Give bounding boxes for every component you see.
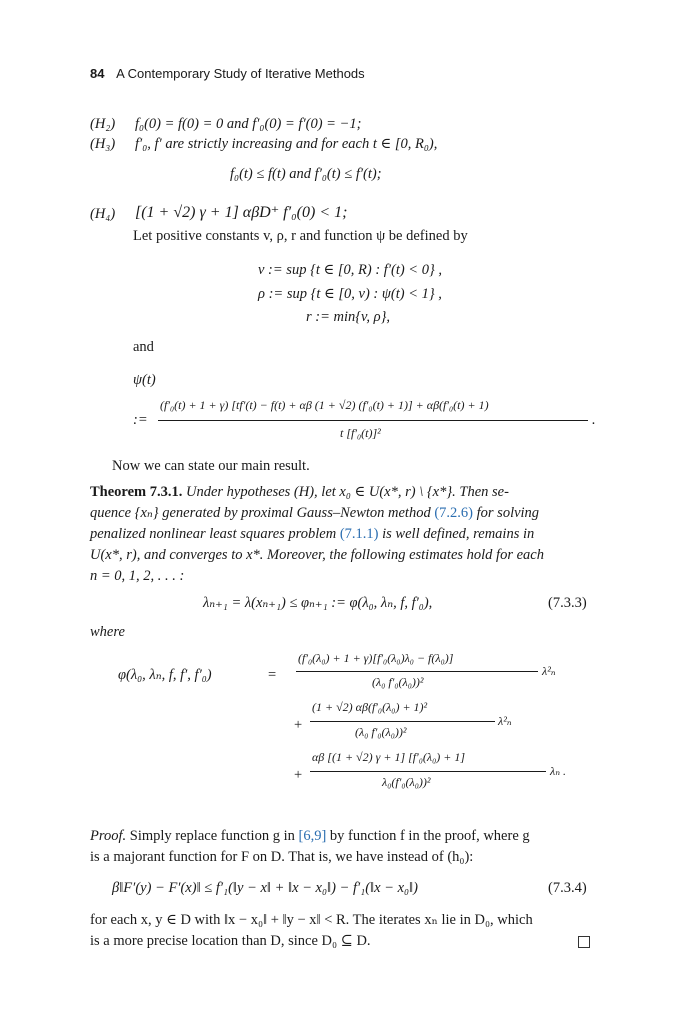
page-number: 84 xyxy=(90,66,105,81)
theorem-text-4: U(x*, r), and converges to x*. Moreover, the following estimates hold for each xyxy=(90,547,544,563)
proof-label: Proof. xyxy=(90,828,127,844)
psi-denominator: t [f′₀(t)]² xyxy=(340,426,381,440)
closing-text-2: is a more precise location than D, since D₀ ⊆ D. xyxy=(90,933,371,949)
h3-text: f′₀, f′ are strictly increasing and for each t ∈ [0, R₀), xyxy=(135,136,438,152)
theorem-label: Theorem 7.3.1. xyxy=(90,484,183,500)
h3-label: (H₃) xyxy=(90,136,116,152)
proof-line-1 xyxy=(90,828,530,845)
psi-fraction-bar xyxy=(158,420,588,421)
running-title: A Contemporary Study of Iterative Methods xyxy=(116,66,365,81)
phi-term3-bar xyxy=(310,771,546,772)
psi-numerator: (f′₀(t) + 1 + γ) [tf′(t) − f(t) + αβ (1 + √2) (f′₀(t) + 1)] + αβ(f′₀(t) + 1) xyxy=(160,398,489,412)
proof-text-2: is a majorant function for F on D. That is, we have instead of (h₀): xyxy=(90,849,474,865)
h4-text: [(1 + √2) γ + 1] αβD⁺ f′₀(0) < 1; xyxy=(135,204,348,221)
equation-number-7-3-4: (7.3.4) xyxy=(548,880,587,896)
psi-label: ψ(t) xyxy=(133,372,156,388)
phi-term2-bar xyxy=(310,721,495,722)
phi-plus-2: + xyxy=(294,767,303,783)
equation-7-3-3: λₙ₊₁ = λ(xₙ₊₁) ≤ φₙ₊₁ := φ(λ₀, λₙ, f, f′₀), xyxy=(203,595,433,611)
phi-term1-bar xyxy=(296,671,538,672)
equation-7-3-4: β‖F′(y) − F′(x)‖ ≤ f′₁(‖y − x‖ + ‖x − x₀‖) − f′₁(‖x − x₀‖) xyxy=(112,880,418,896)
phi-term2-denominator: (λ₀ f′₀(λ₀))² xyxy=(355,725,407,739)
theorem-text-1: Under hypotheses (H), let x₀ ∈ U(x*, r) \ {x*}. Then se- xyxy=(186,484,509,500)
psi-end: . xyxy=(592,412,596,428)
def-rho: ρ := sup {t ∈ [0, v) : ψ(t) < 1} , xyxy=(258,286,442,302)
h3-display: f₀(t) ≤ f(t) and f′₀(t) ≤ f′(t); xyxy=(230,166,382,182)
phi-term1-factor: λ²ₙ xyxy=(542,664,556,678)
def-r: r := min{v, ρ}, xyxy=(306,309,391,325)
ref-problem-link[interactable]: (7.1.1) xyxy=(339,526,379,542)
where-word: where xyxy=(90,624,125,640)
qed-box-icon xyxy=(578,936,590,948)
theorem-text-3a: penalized nonlinear least squares problem xyxy=(90,526,340,542)
phi-term2-factor: λ²ₙ xyxy=(498,714,512,728)
phi-lhs: φ(λ₀, λₙ, f, f′, f′₀) xyxy=(118,667,212,683)
proof-text-1b: by function f in the proof, where g xyxy=(326,828,530,844)
theorem-text-3b: is well defined, remains in xyxy=(378,526,535,542)
and-word: and xyxy=(133,339,154,355)
theorem-text-5: n = 0, 1, 2, . . . : xyxy=(90,568,185,584)
phi-term3-numerator: αβ [(1 + √2) γ + 1] [f′₀(λ₀) + 1] xyxy=(312,750,466,764)
phi-term2-numerator: (1 + √2) αβ(f′₀(λ₀) + 1)² xyxy=(312,700,428,714)
phi-term1-numerator: (f′₀(λ₀) + 1 + γ)[f′₀(λ₀)λ₀ − f(λ₀)] xyxy=(298,651,454,665)
theorem-line-1 xyxy=(90,484,509,501)
h2-text: f₀(0) = f(0) = 0 and f′₀(0) = f′(0) = −1; xyxy=(135,116,362,132)
theorem-text-2a: quence {xₙ} generated by proximal Gauss–Newton method xyxy=(90,505,435,521)
equation-number-7-3-3: (7.3.3) xyxy=(548,595,587,611)
h2-label: (H₂) xyxy=(90,116,116,132)
theorem-line-2 xyxy=(90,505,539,522)
phi-term3-factor: λₙ . xyxy=(550,764,567,778)
theorem-line-3 xyxy=(90,526,534,543)
ref-method-link[interactable]: (7.2.6) xyxy=(434,505,473,521)
h4-label: (H₄) xyxy=(90,206,116,222)
main-result-intro: Now we can state our main result. xyxy=(112,458,310,474)
phi-term3-denominator: λ₀(f′₀(λ₀))² xyxy=(382,775,431,789)
proof-text-1a: Simply replace function g in xyxy=(126,828,299,844)
closing-text-1: for each x, y ∈ D with ‖x − x₀‖ + ‖y − x‖ < R. The iterates xₙ lie in D₀, which xyxy=(90,912,533,928)
psi-assign: := xyxy=(133,412,148,428)
phi-eq: = xyxy=(268,667,277,683)
phi-term1-denominator: (λ₀ f′₀(λ₀))² xyxy=(372,675,424,689)
constants-intro: Let positive constants v, ρ, r and function ψ be defined by xyxy=(133,228,468,244)
def-v: v := sup {t ∈ [0, R) : f′(t) < 0} , xyxy=(258,262,443,278)
theorem-text-2b: for solving xyxy=(473,505,540,521)
ref-cite-link[interactable]: [6,9] xyxy=(298,828,327,844)
phi-plus-1: + xyxy=(294,717,303,733)
